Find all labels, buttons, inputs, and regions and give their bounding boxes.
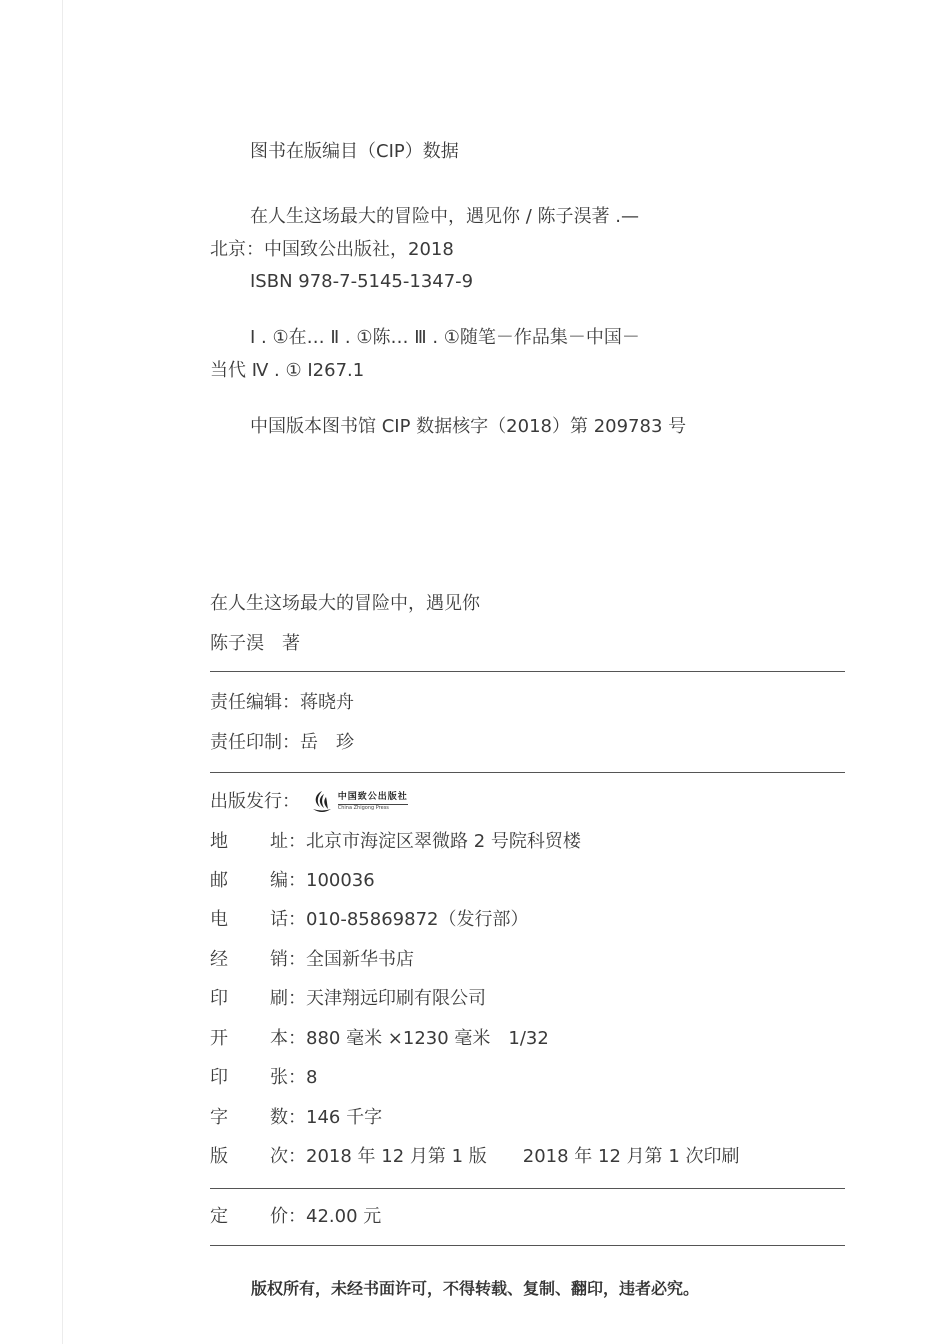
cip-heading: 图书在版编目（CIP）数据 (250, 141, 459, 162)
cip-isbn: ISBN 978-7-5145-1347-9 (250, 271, 474, 292)
detail-row-phone: 电 话：010-85869872（发行部） (210, 909, 529, 930)
scan-edge-mark (62, 0, 63, 1344)
cip-class-line2: 当代 Ⅳ . ① I267.1 (210, 360, 365, 381)
editor-row: 责任编辑：蒋晓舟 (210, 692, 354, 713)
publisher-logo-cn: 中国致公出版社 (337, 792, 408, 802)
price-value: 42.00 元 (306, 1206, 382, 1227)
detail-row-sheets: 印 张：8 (210, 1067, 318, 1088)
publisher-row: 出版发行： 中国致公出版社 China Zhigong Press (210, 789, 408, 815)
print-supervisor-value: 岳 珍 (300, 732, 354, 753)
detail-row-wordcount: 字 数：146 千字 (210, 1107, 383, 1128)
editor-value: 蒋晓舟 (300, 692, 354, 713)
detail-row-postcode: 邮 编：100036 (210, 870, 375, 891)
cip-class-line1: Ⅰ . ①在… Ⅱ . ①陈… Ⅲ . ①随笔－作品集－中国－ (250, 327, 640, 348)
publisher-logo-en: China Zhigong Press (338, 804, 408, 811)
detail-row-distributor: 经 销：全国新华书店 (210, 949, 414, 970)
book-author: 陈子淏 著 (210, 633, 300, 654)
publisher-logo (310, 789, 408, 815)
editor-label: 责任编辑 (210, 692, 282, 713)
detail-row-format: 开 本：880 毫米 ×1230 毫米 1/32 (210, 1028, 549, 1049)
detail-row-printer: 印 刷：天津翔远印刷有限公司 (210, 988, 486, 1009)
divider (210, 671, 845, 672)
divider (210, 772, 845, 773)
book-title: 在人生这场最大的冒险中，遇见你 (210, 593, 480, 614)
detail-row-edition: 版 次：2018 年 12 月第 1 版 2018 年 12 月第 1 次印刷 (210, 1146, 740, 1167)
detail-row-address: 地 址：北京市海淀区翠微路 2 号院科贸楼 (210, 831, 581, 852)
price-row: 定 价：42.00 元 (210, 1204, 381, 1230)
cip-entry-line2: 北京：中国致公出版社，2018 (210, 239, 454, 260)
publisher-label: 出版发行 (210, 791, 282, 812)
divider (210, 1188, 845, 1189)
publisher-logo-icon (310, 789, 334, 815)
print-supervisor-row: 责任印制：岳 珍 (210, 732, 354, 753)
cip-record: 中国版本图书馆 CIP 数据核字（2018）第 209783 号 (250, 416, 687, 437)
cip-entry-line1: 在人生这场最大的冒险中，遇见你 / 陈子淏著 .— (250, 206, 639, 227)
copyright-notice: 版权所有，未经书面许可，不得转载、复制、翻印，违者必究。 (250, 1279, 699, 1298)
divider (210, 1245, 845, 1246)
print-supervisor-label: 责任印制 (210, 732, 282, 753)
